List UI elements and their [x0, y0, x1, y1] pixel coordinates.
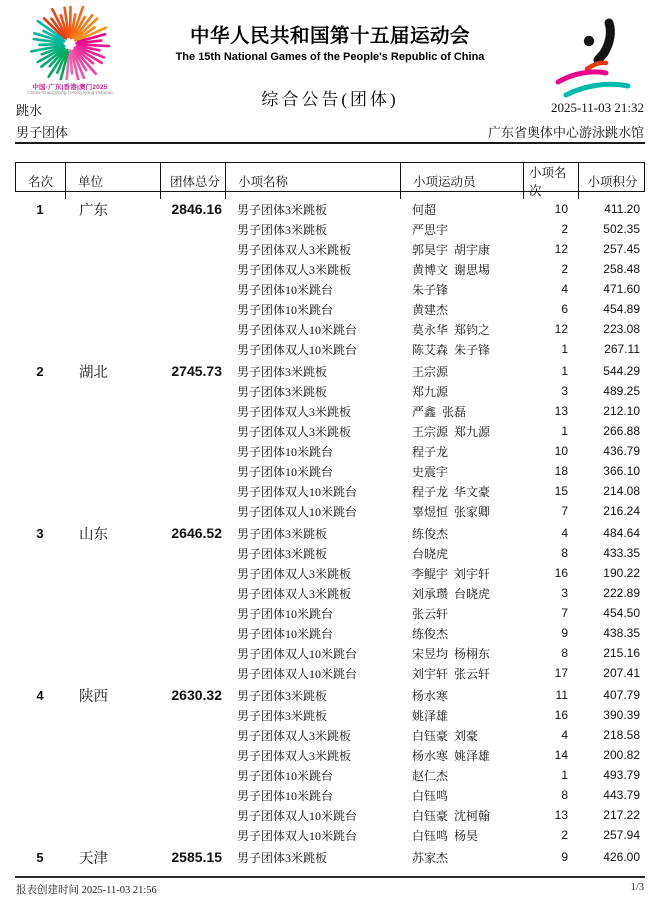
event-name: 男子团体10米跳台 [237, 302, 334, 317]
event-points: 212.10 [603, 404, 640, 418]
event-points: 454.50 [603, 606, 640, 620]
athlete-names: 练俊杰 [412, 626, 449, 641]
event-points: 266.88 [603, 424, 640, 438]
event-rank: 10 [554, 202, 568, 216]
event-label: 男子团体 [16, 125, 69, 140]
team-rank: 3 [36, 525, 44, 541]
team-total-score: 2745.73 [171, 363, 222, 379]
result-row [15, 623, 645, 643]
emblem-caption-cn: 中国·广东|香港|澳门2025 [32, 84, 108, 91]
team-unit: 山东 [79, 526, 108, 543]
event-rank: 8 [561, 646, 568, 660]
event-points: 223.08 [603, 322, 640, 336]
games-title-en: The 15th National Games of the People's Republic of China [175, 51, 485, 63]
col-header-athletes: 小项运动员 [401, 163, 524, 199]
athlete-names: 程子龙 华文豪 [412, 484, 491, 499]
diving-pictogram [546, 10, 642, 100]
col-header-event: 小项名称 [226, 163, 401, 199]
bulletin-title: 综合公告(团体) [261, 90, 399, 109]
page-number: 1/3 [630, 882, 644, 893]
event-rank: 4 [561, 728, 568, 742]
games-emblem-flower-icon [14, 6, 126, 80]
event-points: 222.89 [603, 586, 640, 600]
event-points: 502.35 [603, 222, 640, 236]
event-rank: 6 [561, 302, 568, 316]
athlete-names: 杨水寒 [412, 688, 449, 703]
athlete-names: 严鑫 张磊 [412, 404, 467, 419]
event-rank: 13 [554, 808, 568, 822]
event-name: 男子团体双人10米跳台 [237, 342, 358, 357]
event-name: 男子团体10米跳台 [237, 464, 334, 479]
result-row [15, 239, 645, 259]
event-name: 男子团体3米跳板 [237, 526, 328, 541]
event-rank: 9 [561, 626, 568, 640]
event-rank: 2 [561, 262, 568, 276]
result-row [15, 663, 645, 683]
event-name: 男子团体双人10米跳台 [237, 808, 358, 823]
event-rank: 8 [561, 788, 568, 802]
event-rank: 8 [561, 546, 568, 560]
team-total-score: 2646.52 [171, 525, 222, 541]
result-row [15, 279, 645, 299]
event-rank: 4 [561, 282, 568, 296]
results-table-body [15, 192, 645, 867]
event-name: 男子团体3米跳板 [237, 384, 328, 399]
event-points: 207.41 [603, 666, 640, 680]
result-row [15, 219, 645, 239]
event-rank: 2 [561, 828, 568, 842]
event-name: 男子团体双人10米跳台 [237, 484, 358, 499]
event-rank: 16 [554, 708, 568, 722]
athlete-names: 严思宇 [412, 222, 449, 237]
team-rank: 4 [36, 687, 44, 703]
athlete-names: 白钰鸣 杨昊 [412, 828, 479, 843]
event-rank: 18 [554, 464, 568, 478]
event-points: 217.22 [603, 808, 640, 822]
event-rank: 1 [561, 424, 568, 438]
event-rank: 9 [561, 850, 568, 864]
athlete-names: 练俊杰 [412, 526, 449, 541]
result-row [15, 563, 645, 583]
team-rank: 1 [36, 201, 44, 217]
event-points: 407.79 [603, 688, 640, 702]
emblem-caption-en: China·Guangdong | Hong Kong | Macao [27, 91, 113, 96]
event-name: 男子团体10米跳台 [237, 444, 334, 459]
event-rank: 3 [561, 384, 568, 398]
athlete-names: 李鲲宇 刘宇轩 [412, 566, 491, 581]
result-row [15, 603, 645, 623]
event-points: 257.94 [603, 828, 640, 842]
footer-divider [15, 876, 645, 878]
event-name: 男子团体双人10米跳台 [237, 666, 358, 681]
report-created-time: 报表创建时间 2025-11-03 21:56 [16, 885, 157, 896]
athlete-names: 白钰豪 沈柯翰 [412, 808, 491, 823]
result-row [15, 361, 645, 381]
event-points: 454.89 [603, 302, 640, 316]
result-row [15, 745, 645, 765]
event-points: 257.45 [603, 242, 640, 256]
result-row [15, 441, 645, 461]
athlete-names: 姚泽雄 [412, 708, 449, 723]
event-points: 438.35 [603, 626, 640, 640]
result-row [15, 583, 645, 603]
event-name: 男子团体双人3米跳板 [237, 404, 352, 419]
event-name: 男子团体双人3米跳板 [237, 242, 352, 257]
athlete-names: 史震宇 [412, 464, 449, 479]
event-rank: 12 [554, 322, 568, 336]
athlete-names: 赵仁杰 [412, 768, 449, 783]
results-table [15, 162, 645, 867]
event-points: 411.20 [604, 202, 640, 216]
athlete-names: 黄博文 谢思埸 [412, 262, 491, 277]
event-points: 433.35 [603, 546, 640, 560]
col-header-rank: 名次 [16, 163, 66, 199]
diving-pictogram-icon [546, 10, 642, 100]
team-group [15, 685, 645, 845]
event-name: 男子团体双人3米跳板 [237, 424, 352, 439]
event-rank: 1 [561, 768, 568, 782]
event-name: 男子团体10米跳台 [237, 626, 334, 641]
athlete-names: 王宗源 [412, 364, 449, 379]
event-name: 男子团体双人10米跳台 [237, 646, 358, 661]
event-points: 471.60 [603, 282, 640, 296]
result-row [15, 705, 645, 725]
event-rank: 4 [561, 526, 568, 540]
event-name: 男子团体双人3米跳板 [237, 748, 352, 763]
result-row [15, 501, 645, 521]
team-total-score: 2585.15 [171, 849, 222, 865]
athlete-names: 陈艾森 朱子锋 [412, 342, 491, 357]
result-row [15, 685, 645, 705]
athlete-names: 王宗源 郑九源 [412, 424, 491, 439]
sport-label: 跳水 [16, 103, 43, 118]
event-name: 男子团体3米跳板 [237, 202, 328, 217]
team-group [15, 523, 645, 683]
event-rank: 1 [561, 364, 568, 378]
result-row [15, 847, 645, 867]
event-rank: 15 [554, 484, 568, 498]
event-points: 190.22 [603, 566, 640, 580]
col-header-unit: 单位 [66, 163, 161, 199]
team-unit: 湖北 [79, 364, 108, 381]
athlete-names: 辜煜恒 张家卿 [412, 504, 491, 519]
event-name: 男子团体3米跳板 [237, 364, 328, 379]
event-points: 493.79 [603, 768, 640, 782]
event-name: 男子团体10米跳台 [237, 788, 334, 803]
athlete-names: 郭昊宇 胡宇康 [412, 242, 491, 257]
venue-label: 广东省奥体中心游泳跳水馆 [487, 125, 644, 140]
event-name: 男子团体10米跳台 [237, 606, 334, 621]
event-rank: 2 [561, 222, 568, 236]
athlete-names: 朱子锋 [412, 282, 449, 297]
result-row [15, 381, 645, 401]
event-name: 男子团体双人3米跳板 [237, 262, 352, 277]
event-points: 366.10 [603, 464, 640, 478]
athlete-names: 张云轩 [412, 606, 449, 621]
games-emblem [14, 6, 126, 102]
event-points: 200.82 [603, 748, 640, 762]
athlete-names: 苏家杰 [412, 850, 449, 865]
event-points: 544.29 [603, 364, 640, 378]
header-divider [15, 142, 645, 144]
team-group [15, 847, 645, 867]
event-points: 216.24 [603, 504, 640, 518]
athlete-names: 白钰鸣 [412, 788, 449, 803]
result-row [15, 259, 645, 279]
result-row [15, 543, 645, 563]
event-name: 男子团体双人3米跳板 [237, 566, 352, 581]
team-unit: 天津 [79, 850, 108, 867]
athlete-names: 郑九源 [412, 384, 449, 399]
result-row [15, 199, 645, 219]
event-rank: 13 [554, 404, 568, 418]
result-row [15, 765, 645, 785]
col-header-event-score: 小项积分 [587, 175, 638, 189]
athlete-names: 刘宇轩 张云轩 [412, 666, 491, 681]
result-row [15, 401, 645, 421]
result-row [15, 481, 645, 501]
athlete-names: 何超 [412, 202, 437, 217]
athlete-names: 程子龙 [412, 444, 449, 459]
event-name: 男子团体10米跳台 [237, 282, 334, 297]
event-points: 436.79 [603, 444, 640, 458]
result-row [15, 421, 645, 441]
team-unit: 陕西 [79, 688, 108, 705]
event-name: 男子团体10米跳台 [237, 768, 334, 783]
col-header-total: 团体总分 [161, 163, 226, 199]
athlete-names: 杨水寒 姚泽雄 [412, 748, 491, 763]
result-row [15, 805, 645, 825]
event-points: 214.08 [603, 484, 640, 498]
event-name: 男子团体3米跳板 [237, 850, 328, 865]
event-rank: 1 [561, 342, 568, 356]
event-rank: 7 [561, 606, 568, 620]
event-rank: 16 [554, 566, 568, 580]
event-points: 218.58 [603, 728, 640, 742]
event-points: 484.64 [603, 526, 640, 540]
event-name: 男子团体3米跳板 [237, 222, 328, 237]
result-row [15, 339, 645, 359]
team-rank: 5 [36, 849, 44, 865]
table-header-row [15, 162, 645, 198]
event-name: 男子团体双人3米跳板 [237, 586, 352, 601]
event-rank: 17 [554, 666, 568, 680]
athlete-names: 莫永华 郑钧之 [412, 322, 491, 337]
event-points: 267.11 [604, 342, 640, 356]
result-row [15, 785, 645, 805]
result-row [15, 461, 645, 481]
event-name: 男子团体双人10米跳台 [237, 322, 358, 337]
athlete-names: 白钰豪 刘豪 [412, 728, 479, 743]
athlete-names: 台晓虎 [412, 546, 449, 561]
team-group [15, 199, 645, 359]
event-points: 390.39 [603, 708, 640, 722]
event-name: 男子团体双人3米跳板 [237, 728, 352, 743]
athlete-names: 黄建杰 [412, 302, 449, 317]
team-total-score: 2846.16 [171, 201, 222, 217]
title-block [120, 20, 540, 110]
event-rank: 3 [561, 586, 568, 600]
team-rank: 2 [36, 363, 44, 379]
event-name: 男子团体3米跳板 [237, 546, 328, 561]
event-rank: 10 [554, 444, 568, 458]
team-unit: 广东 [79, 202, 108, 219]
event-rank: 7 [561, 504, 568, 518]
result-row [15, 299, 645, 319]
col-header-event-rank: 小项名次 [524, 163, 579, 199]
result-row [15, 825, 645, 845]
games-title-cn: 中华人民共和国第十五届运动会 [189, 25, 470, 47]
athlete-names: 宋昱均 杨栩东 [412, 646, 491, 661]
event-points: 215.16 [603, 646, 640, 660]
event-name: 男子团体双人10米跳台 [237, 504, 358, 519]
result-row [15, 643, 645, 663]
event-name: 男子团体3米跳板 [237, 688, 328, 703]
event-rank: 12 [554, 242, 568, 256]
event-rank: 14 [554, 748, 568, 762]
event-points: 426.00 [603, 850, 640, 864]
event-name: 男子团体3米跳板 [237, 708, 328, 723]
event-points: 258.48 [603, 262, 640, 276]
event-name: 男子团体双人10米跳台 [237, 828, 358, 843]
report-datetime: 2025-11-03 21:32 [550, 100, 644, 115]
athlete-names: 刘承瓒 台晓虎 [412, 586, 491, 601]
event-points: 443.79 [603, 788, 640, 802]
event-points: 489.25 [603, 384, 640, 398]
team-total-score: 2630.32 [171, 687, 222, 703]
result-row [15, 523, 645, 543]
team-group [15, 361, 645, 521]
event-rank: 11 [555, 688, 568, 702]
result-row [15, 319, 645, 339]
result-row [15, 725, 645, 745]
